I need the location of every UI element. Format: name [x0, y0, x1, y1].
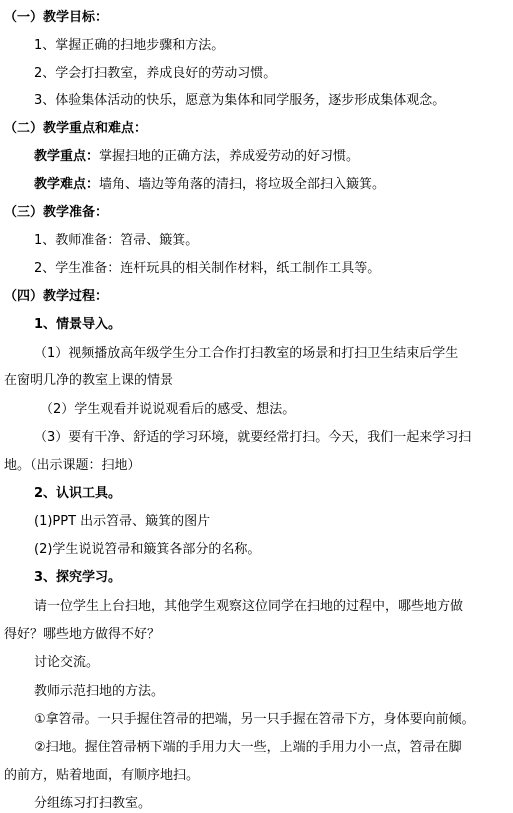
goal-item-2: 2、学会打扫教室，养成良好的劳动习惯。	[34, 66, 277, 81]
process-step-1-line-2: 在窗明几净的教室上课的情景	[4, 373, 174, 388]
process-step-2-line-1: (1)PPT 出示笤帚、簸箕的图片	[34, 514, 211, 529]
process-step-3-line-1: 请一位学生上台扫地，其他学生观察这位同学在扫地的过程中，哪些地方做	[34, 599, 464, 614]
difficult-point-label: 教学难点：	[34, 177, 100, 192]
process-step-1-line-4: （3）要有干净、舒适的学习环境，就要经常打扫。今天，我们一起来学习扫	[34, 430, 472, 445]
process-step-1-line-5: 地。（出示课题：扫地）	[4, 458, 141, 473]
process-step-3-line-5: ①拿笤帚。一只手握住笤帚的把端，另一只手握在笤帚下方，身体要向前倾。	[34, 712, 475, 727]
process-step-3-line-7: 的前方，贴着地面，有顺序地扫。	[4, 768, 200, 783]
process-step-3-title: 3、探究学习。	[34, 570, 122, 585]
difficult-point-line	[34, 177, 385, 193]
process-step-2-title: 2、认识工具。	[34, 486, 122, 501]
process-step-3-line-2: 得好？哪些地方做得不好？	[4, 627, 161, 642]
process-step-3-line-8: 分组练习打扫教室。	[34, 796, 152, 811]
prep-item-1: 1、教师准备：笤帚、簸箕。	[34, 233, 199, 248]
key-point-label: 教学重点：	[34, 149, 100, 164]
process-step-2-line-2: (2)学生说说笤帚和簸箕各部分的名称。	[34, 542, 261, 557]
section-heading-focus: （二）教学重点和难点：	[4, 121, 148, 136]
goal-item-3: 3、体验集体活动的快乐，愿意为集体和同学服务，逐步形成集体观念。	[34, 93, 446, 108]
key-point-text: 掌握扫地的正确方法，养成爱劳动的好习惯。	[99, 149, 360, 164]
process-step-3-line-4: 教师示范扫地的方法。	[34, 684, 165, 699]
key-point-line	[34, 149, 359, 165]
goal-item-1: 1、掌握正确的扫地步骤和方法。	[34, 38, 225, 53]
section-heading-process: （四）教学过程：	[4, 289, 109, 304]
process-step-3-line-3: 讨论交流。	[34, 655, 100, 670]
difficult-point-text: 墙角、墙边等角落的清扫，将垃圾全部扫入簸箕。	[99, 177, 386, 192]
process-step-1-line-3: （2）学生观看并说说观看后的感受、想法。	[40, 402, 296, 417]
process-step-3-line-6: ②扫地。握住笤帚柄下端的手用力大一些，上端的手用力小一点，笤帚在脚	[34, 740, 462, 755]
prep-item-2: 2、学生准备：连杆玩具的相关制作材料，纸工制作工具等。	[34, 261, 381, 276]
section-heading-preparation: （三）教学准备：	[4, 205, 109, 220]
process-step-1-title: 1、情景导入。	[34, 317, 122, 332]
section-heading-goals: （一）教学目标：	[4, 10, 109, 25]
process-step-1-line-1: （1）视频播放高年级学生分工合作打扫教室的场景和打扫卫生结束后学生	[34, 346, 459, 361]
